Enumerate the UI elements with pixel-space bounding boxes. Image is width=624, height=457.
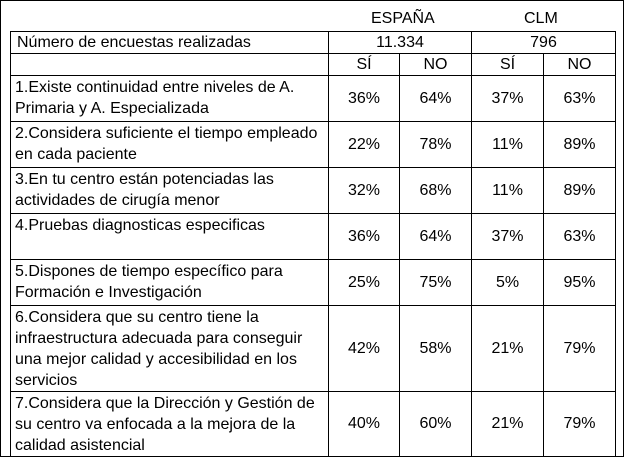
question-text: 4.Pruebas diagnosticas especificas (11, 214, 329, 260)
table-row (11, 168, 616, 214)
spain-yes-value: 40% (329, 392, 400, 457)
table-row (11, 76, 616, 122)
question-text: 5.Dispones de tiempo específico para Formación e Investigación (11, 260, 329, 306)
question-text: 2.Considera suficiente el tiempo empleado en cada paciente (11, 122, 329, 168)
subheader-clm-no: NO (544, 54, 616, 76)
clm-yes-value: 5% (472, 260, 544, 306)
clm-yes-value: 21% (472, 392, 544, 457)
clm-yes-value: 21% (472, 306, 544, 392)
table-row (11, 306, 616, 392)
spain-yes-value: 36% (329, 76, 400, 122)
clm-no-value: 89% (544, 168, 616, 214)
table-row (11, 122, 616, 168)
subheader-spain-yes: SÍ (329, 54, 400, 76)
subheader-spain-no: NO (400, 54, 472, 76)
question-text: 1.Existe continuidad entre niveles de A. Primaria y A. Especializada (11, 76, 329, 122)
question-text: 7.Considera que la Dirección y Gestión de su centro va enfocada a la mejora de la calidad asistencial (11, 392, 329, 457)
spain-yes-value: 32% (329, 168, 400, 214)
surveys-label: Número de encuestas realizadas (11, 32, 329, 54)
clm-yes-value: 11% (472, 168, 544, 214)
subheader-blank (11, 54, 329, 76)
spain-no-value: 60% (400, 392, 472, 457)
surveys-clm-count: 796 (472, 32, 616, 54)
question-text: 6.Considera que su centro tiene la infraestructura adecuada para conseguir una mejor calidad y accesibilidad en los servicios (11, 306, 329, 392)
spain-no-value: 75% (400, 260, 472, 306)
surveys-spain-count: 11.334 (329, 32, 472, 54)
clm-yes-value: 37% (472, 76, 544, 122)
survey-table (10, 31, 616, 457)
table-row (11, 214, 616, 260)
clm-yes-value: 11% (472, 122, 544, 168)
clm-no-value: 79% (544, 306, 616, 392)
spain-no-value: 78% (400, 122, 472, 168)
spain-yes-value: 25% (329, 260, 400, 306)
clm-no-value: 63% (544, 76, 616, 122)
spain-no-value: 68% (400, 168, 472, 214)
question-text: 3.En tu centro están potenciadas las actividades de cirugía menor (11, 168, 329, 214)
spain-yes-value: 36% (329, 214, 400, 260)
clm-no-value: 95% (544, 260, 616, 306)
spain-no-value: 64% (400, 214, 472, 260)
subheader-row (11, 54, 616, 76)
spain-yes-value: 42% (329, 306, 400, 392)
subheader-clm-yes: SÍ (472, 54, 544, 76)
group-header-spain: ESPAÑA (371, 10, 435, 27)
surveys-row (11, 32, 616, 54)
group-header-clm: CLM (524, 10, 558, 27)
clm-no-value: 63% (544, 214, 616, 260)
table-row (11, 260, 616, 306)
clm-no-value: 89% (544, 122, 616, 168)
table-row (11, 392, 616, 457)
spain-yes-value: 22% (329, 122, 400, 168)
clm-no-value: 79% (544, 392, 616, 457)
spain-no-value: 64% (400, 76, 472, 122)
clm-yes-value: 37% (472, 214, 544, 260)
spain-no-value: 58% (400, 306, 472, 392)
